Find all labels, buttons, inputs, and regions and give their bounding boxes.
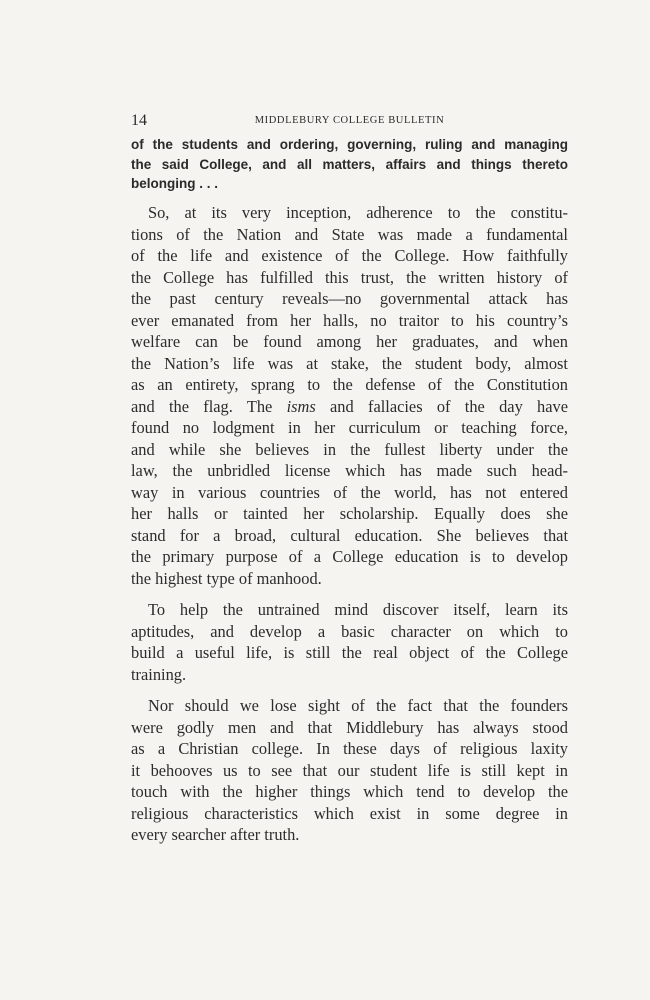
text-line: every searcher after truth. — [131, 825, 300, 844]
text-line: stand for a broad, cultural education. She believes that — [131, 525, 568, 545]
text-line: way in various countries of the world, has not entered — [131, 482, 568, 502]
text-line: religious characteristics which exist in some degree in — [131, 803, 568, 823]
quote-line: of the students and ordering, governing, ruling and managing — [131, 137, 568, 152]
paragraph-constitution — [131, 202, 568, 589]
text-line: build a useful life, is still the real object of the College — [131, 643, 568, 662]
text-line: and while she believes in the fullest liberty under the — [131, 439, 568, 459]
text-line: as an entirety, sprang to the defense of the Constitution — [131, 375, 568, 394]
running-head: MIDDLEBURY COLLEGE BULLETIN — [254, 115, 445, 126]
text-line: ever emanated from her halls, no traitor to his country’s — [131, 310, 568, 330]
text-line: Nor should we lose sight of the fact that the founders — [148, 696, 568, 715]
text-line: as a Christian college. In these days of religious laxity — [131, 739, 568, 758]
text-line: tions of the Nation and State was made a fundamental — [131, 224, 568, 244]
text-segment: and the flag. The — [131, 396, 287, 416]
text-line: touch with the higher things which tend to develop the — [131, 782, 568, 801]
quote-line: belonging . . . — [131, 176, 218, 191]
text-segment: and fallacies of the day have — [315, 396, 568, 416]
text-line: law, the unbridled license which has made such head- — [131, 461, 568, 480]
page-header — [131, 112, 568, 132]
text-line: So, at its very inception, adherence to the constitu- — [148, 203, 568, 222]
text-line: the Nation’s life was at stake, the student body, almost — [131, 353, 568, 373]
text-line: the primary purpose of a College education is to develop — [131, 547, 568, 566]
text-line: training. — [131, 664, 187, 684]
body-text — [131, 202, 568, 856]
italic-word: isms — [286, 396, 316, 416]
quote-line: the said College, and all matters, affairs and things thereto — [131, 156, 568, 172]
text-line: welfare can be found among her graduates, and when — [131, 332, 568, 351]
text-line: To help the untrained mind discover itself, learn its — [148, 600, 568, 619]
text-line-with-italic — [131, 396, 568, 418]
text-line: the highest type of manhood. — [131, 568, 322, 588]
text-line: of the life and existence of the College. How faithfully — [131, 246, 568, 265]
paragraph-untrained-mind — [131, 599, 568, 685]
text-line: the past century reveals—no governmental attack has — [131, 289, 568, 308]
page-number: 14 — [131, 112, 147, 129]
text-line: it behooves us to see that our student life is still kept in — [131, 760, 568, 780]
text-line: were godly men and that Middlebury has always stood — [131, 717, 568, 737]
text-line: her halls or tainted her scholarship. Equally does she — [131, 504, 568, 523]
charter-quote — [131, 135, 568, 194]
text-line: aptitudes, and develop a basic character on which to — [131, 621, 568, 641]
text-line: found no lodgment in her curriculum or teaching force, — [131, 418, 568, 437]
text-line: the College has fulfilled this trust, the written history of — [131, 267, 568, 287]
paragraph-founders — [131, 695, 568, 846]
